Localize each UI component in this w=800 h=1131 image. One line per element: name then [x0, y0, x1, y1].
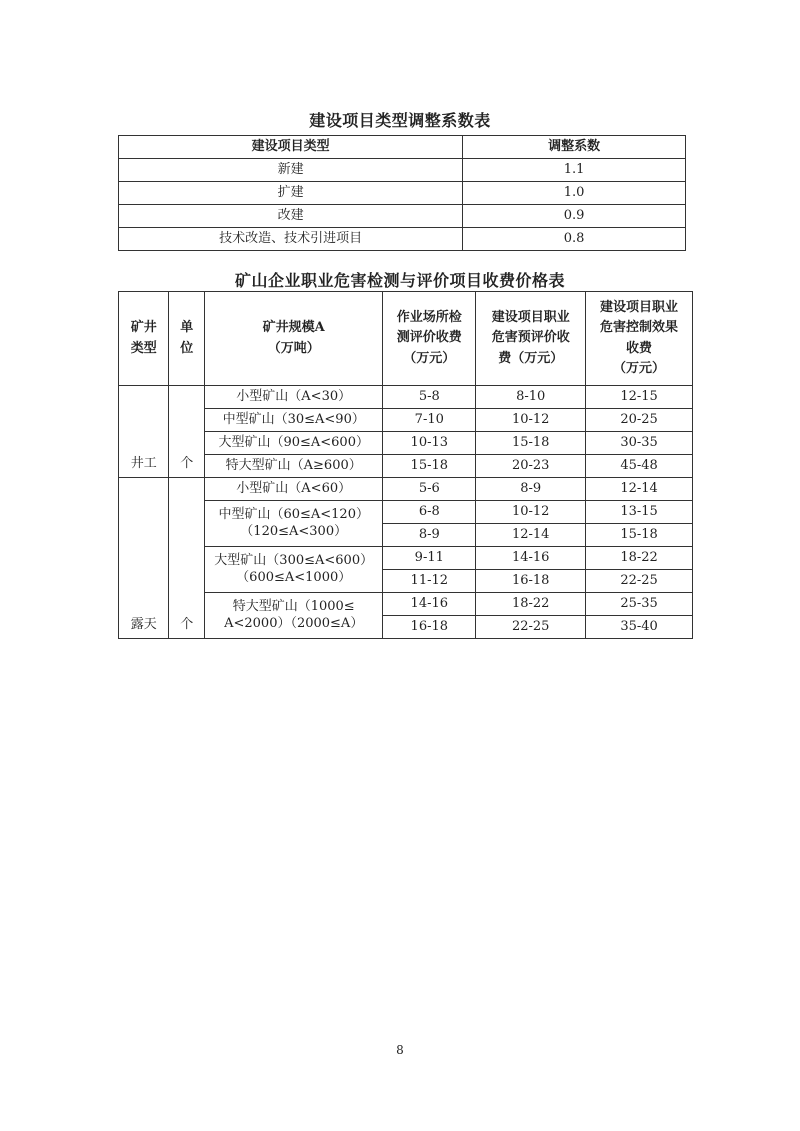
table-row: [119, 478, 693, 501]
table-header-row: [119, 136, 686, 159]
fee-cell: 25-35: [586, 593, 693, 616]
fee-cell: 30-35: [586, 432, 693, 455]
fee-cell: 16-18: [383, 616, 476, 639]
project-type-cell: 技术改造、技术引进项目: [119, 228, 463, 251]
fee-cell: 6-8: [383, 501, 476, 524]
header-line: 矿井规模A: [262, 320, 325, 336]
scale-line: （120≤A<300）: [240, 523, 348, 539]
scale-cell: 特大型矿山（A≥600）: [205, 455, 383, 478]
coefficient-table-title: 建设项目类型调整系数表: [309, 111, 491, 130]
fee-cell: 15-18: [383, 455, 476, 478]
fee-cell: 13-15: [586, 501, 693, 524]
fee-price-table: [118, 291, 693, 639]
coefficient-table: [118, 135, 686, 251]
project-type-cell: 改建: [119, 205, 463, 228]
header-mine-scale: [205, 292, 383, 386]
header-workplace-fee: [383, 292, 476, 386]
scale-line: A<2000）（2000≤A）: [224, 615, 364, 631]
scale-cell: 小型矿山（A<30）: [205, 386, 383, 409]
unit-cell: 个: [169, 386, 205, 478]
header-line: （万元）: [403, 350, 456, 366]
fee-cell: 9-11: [383, 547, 476, 570]
fee-cell: 8-9: [383, 524, 476, 547]
fee-cell: 11-12: [383, 570, 476, 593]
page-number: 8: [396, 1043, 404, 1057]
header-line: 单: [180, 320, 194, 336]
fee-cell: 45-48: [586, 455, 693, 478]
header-mine-type: [119, 292, 169, 386]
fee-cell: 20-23: [476, 455, 586, 478]
scale-cell: 小型矿山（A<60）: [205, 478, 383, 501]
fee-cell: 12-15: [586, 386, 693, 409]
scale-line: 特大型矿山（1000≤: [232, 598, 355, 614]
project-type-cell: 新建: [119, 159, 463, 182]
fee-cell: 10-12: [476, 409, 586, 432]
header-line: 收费: [626, 340, 653, 356]
unit-cell: 个: [169, 478, 205, 639]
header-unit: [169, 292, 205, 386]
header-control-effect-fee: [586, 292, 693, 386]
coefficient-cell: 1.1: [463, 159, 686, 182]
fee-cell: 5-8: [383, 386, 476, 409]
fee-cell: 22-25: [476, 616, 586, 639]
table-row: [119, 547, 693, 570]
coefficient-cell: 0.8: [463, 228, 686, 251]
scale-cell: [205, 593, 383, 639]
table-row: [119, 409, 693, 432]
header-line: 建设项目职业: [491, 310, 570, 326]
scale-cell: [205, 547, 383, 593]
fee-cell: 8-10: [476, 386, 586, 409]
coefficient-cell: 0.9: [463, 205, 686, 228]
scale-cell: [205, 501, 383, 547]
scale-line: 中型矿山（60≤A<120）: [218, 506, 369, 522]
table-row: [119, 501, 693, 524]
header-line: 作业场所检: [396, 310, 462, 326]
header-line: 费（万元）: [498, 350, 564, 366]
header-line: 危害控制效果: [600, 320, 679, 336]
fee-cell: 12-14: [476, 524, 586, 547]
fee-cell: 10-13: [383, 432, 476, 455]
header-line: 危害预评价收: [491, 330, 570, 346]
fee-cell: 18-22: [476, 593, 586, 616]
header-line: 测评价收费: [396, 330, 462, 346]
scale-cell: 中型矿山（30≤A<90）: [205, 409, 383, 432]
header-line: （万元）: [613, 360, 666, 376]
table-row: [119, 386, 693, 409]
fee-cell: 22-25: [586, 570, 693, 593]
fee-cell: 14-16: [476, 547, 586, 570]
fee-cell: 7-10: [383, 409, 476, 432]
table-row: [119, 593, 693, 616]
fee-cell: 8-9: [476, 478, 586, 501]
header-line: 位: [180, 340, 194, 356]
header-coefficient: 调整系数: [463, 136, 686, 159]
table-row: [119, 432, 693, 455]
table-row: [119, 205, 686, 228]
project-type-cell: 扩建: [119, 182, 463, 205]
table-row: [119, 455, 693, 478]
fee-cell: 16-18: [476, 570, 586, 593]
header-project-type: 建设项目类型: [119, 136, 463, 159]
fee-cell: 20-25: [586, 409, 693, 432]
mine-type-cell: 露天: [119, 478, 169, 639]
fee-cell: 15-18: [476, 432, 586, 455]
header-pre-evaluation-fee: [476, 292, 586, 386]
fee-cell: 35-40: [586, 616, 693, 639]
scale-line: （600≤A<1000）: [236, 569, 352, 585]
fee-cell: 12-14: [586, 478, 693, 501]
mine-type-cell: 井工: [119, 386, 169, 478]
header-line: （万吨）: [267, 340, 320, 356]
coefficient-cell: 1.0: [463, 182, 686, 205]
scale-line: 大型矿山（300≤A<600）: [214, 552, 374, 568]
header-line: 建设项目职业: [600, 300, 679, 316]
header-line: 类型: [130, 340, 157, 356]
header-line: 矿井: [130, 320, 157, 336]
fee-cell: 5-6: [383, 478, 476, 501]
fee-cell: 15-18: [586, 524, 693, 547]
table-header-row: [119, 292, 693, 386]
fee-cell: 14-16: [383, 593, 476, 616]
table-row: [119, 182, 686, 205]
table-row: [119, 228, 686, 251]
fee-cell: 10-12: [476, 501, 586, 524]
scale-cell: 大型矿山（90≤A<600）: [205, 432, 383, 455]
fee-table-title: 矿山企业职业危害检测与评价项目收费价格表: [234, 271, 565, 290]
fee-cell: 18-22: [586, 547, 693, 570]
table-row: [119, 159, 686, 182]
